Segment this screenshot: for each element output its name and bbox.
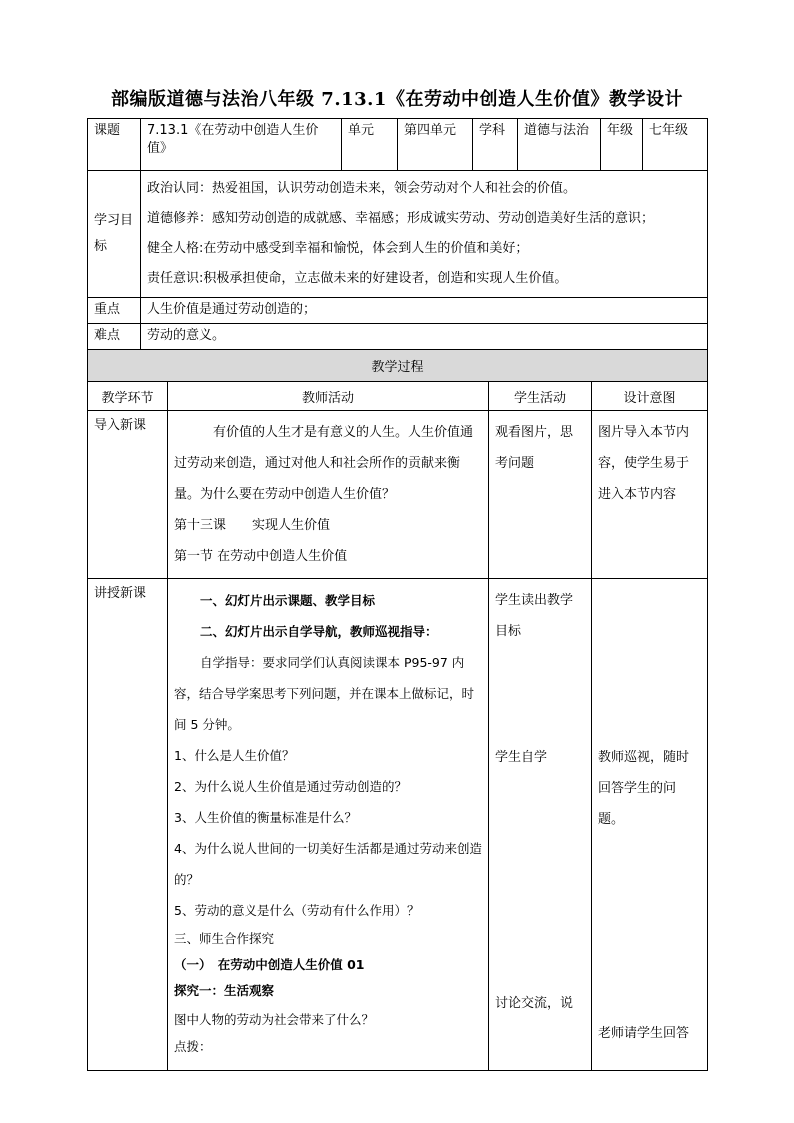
- unit-label: 单元: [342, 119, 398, 171]
- hint-label: 点拨：: [174, 1039, 212, 1054]
- design-intent: 老师请学生回答: [598, 1026, 690, 1041]
- self-study-guide: 自学指导：要求同学们认真阅读课本 P95-97 内容，结合导学案思考下列问题，并在课本上做标记，时间 5 分钟。: [174, 655, 475, 732]
- step-two: 二、幻灯片出示自学导航，教师巡视指导：: [200, 624, 438, 639]
- lecture-student: [489, 579, 592, 1071]
- goals-label: 学习目标: [88, 171, 141, 298]
- goal-item: 责任意识:积极承担使命，立志做未来的好建设者，创造和实现人生价值。: [147, 271, 568, 286]
- goal-item: 道德修养：感知劳动创造的成就感、幸福感；形成诚实劳动、劳动创造美好生活的意识；: [147, 211, 655, 226]
- design-intent: 教师巡视，随时回答学生的问题。: [598, 750, 690, 827]
- topic-value: 7.13.1《在劳动中创造人生价值》: [141, 119, 342, 171]
- header-teacher: 教师活动: [168, 382, 489, 411]
- step-one: 一、幻灯片出示课题、教学目标: [200, 593, 376, 608]
- intro-student-text: 观看图片，思考问题: [495, 425, 574, 471]
- topic-label: 课题: [88, 119, 141, 171]
- question-item: 5、劳动的意义是什么（劳动有什么作用）？: [174, 903, 420, 918]
- subject-label: 学科: [473, 119, 518, 171]
- info-table: [87, 118, 708, 350]
- grade-value: 七年级: [643, 119, 708, 171]
- goals-list: [141, 171, 708, 298]
- question-item: 2、为什么说人生价值是通过劳动创造的？: [174, 779, 407, 794]
- step-three: 三、师生合作探究: [174, 931, 275, 946]
- process-table: [87, 349, 708, 1071]
- intro-paragraph: 有价值的人生才是有意义的人生。人生价值通过劳动来创造，通过对他人和社会所作的贡献来衡量。为什么要在劳动中创造人生价值？: [174, 425, 474, 502]
- lecture-teacher: [168, 579, 489, 1071]
- subsection-title: （一） 在劳动中创造人生价值 01: [174, 957, 365, 972]
- key-point-label: 重点: [88, 298, 141, 324]
- header-intent: 设计意图: [592, 382, 708, 411]
- lecture-intent: [592, 579, 708, 1071]
- intro-teacher: [168, 411, 489, 579]
- exploration-question: 图中人物的劳动为社会带来了什么？: [174, 1012, 375, 1027]
- lecture-stage: 讲授新课: [88, 579, 168, 1071]
- lesson-title: 第十三课 实现人生价值: [174, 518, 331, 533]
- process-title: 教学过程: [88, 350, 708, 382]
- student-activity: 讨论交流，说: [495, 996, 574, 1011]
- section-title: 第一节 在劳动中创造人生价值: [174, 549, 348, 564]
- subject-value: 道德与法治: [518, 119, 601, 171]
- difficulty-value: 劳动的意义。: [141, 324, 708, 350]
- exploration-title: 探究一：生活观察: [174, 983, 275, 998]
- intro-intent: [592, 411, 708, 579]
- student-activity: 学生自学: [495, 750, 548, 765]
- question-item: 1、什么是人生价值？: [174, 748, 295, 763]
- intro-student: [489, 411, 592, 579]
- question-item: 3、人生价值的衡量标准是什么？: [174, 810, 357, 825]
- student-activity: 学生读出教学目标: [495, 593, 574, 639]
- difficulty-label: 难点: [88, 324, 141, 350]
- goal-item: 健全人格:在劳动中感受到幸福和愉悦，体会到人生的价值和美好；: [147, 241, 529, 256]
- header-stage: 教学环节: [88, 382, 168, 411]
- unit-value: 第四单元: [398, 119, 473, 171]
- goal-item: 政治认同：热爱祖国，认识劳动创造未来，领会劳动对个人和社会的价值。: [147, 181, 577, 196]
- grade-label: 年级: [601, 119, 643, 171]
- header-student: 学生活动: [489, 382, 592, 411]
- key-point-value: 人生价值是通过劳动创造的；: [141, 298, 708, 324]
- document-title: 部编版道德与法治八年级 7.13.1《在劳动中创造人生价值》教学设计: [111, 89, 683, 110]
- intro-stage: 导入新课: [88, 411, 168, 579]
- intro-intent-text: 图片导入本节内容，使学生易于进入本节内容: [598, 425, 690, 502]
- question-item: 4、为什么说人世间的一切美好生活都是通过劳动来创造的？: [174, 841, 482, 887]
